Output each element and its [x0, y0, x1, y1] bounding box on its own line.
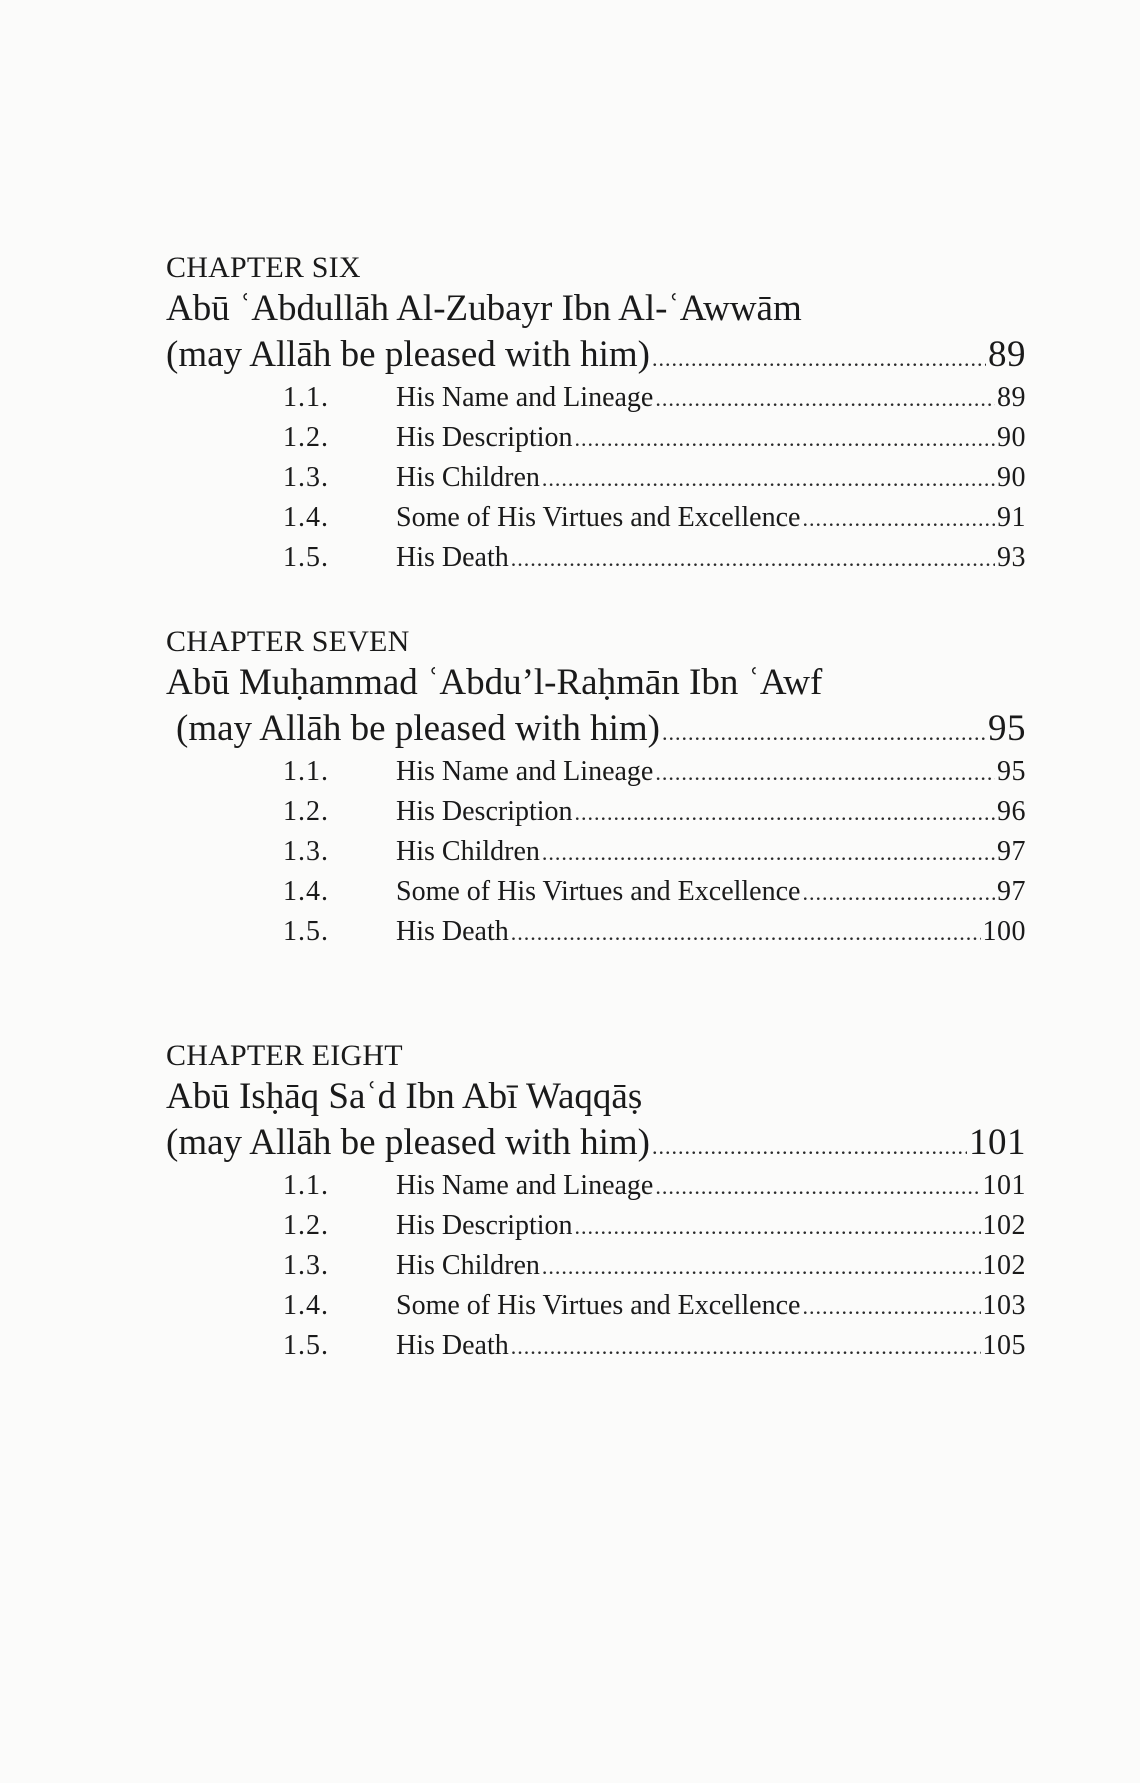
chapter-label: CHAPTER SEVEN	[166, 625, 410, 658]
dot-leader	[662, 710, 986, 756]
section-entry[interactable]	[166, 752, 1026, 792]
section-number: 1.3.	[283, 836, 329, 867]
page-number: 96	[997, 796, 1026, 827]
section-entry[interactable]	[166, 1326, 1026, 1366]
dot-leader	[652, 336, 986, 382]
section-number: 1.4.	[283, 502, 329, 533]
section-entry[interactable]	[166, 792, 1026, 832]
chapter-subtitle: (may Allāh be pleased with him)	[166, 334, 650, 375]
chapter-subtitle: (may Allāh be pleased with him)	[176, 708, 660, 749]
section-title: Some of His Virtues and Excellence	[396, 876, 801, 907]
section-entry[interactable]	[166, 538, 1026, 578]
page-number: 102	[982, 1210, 1026, 1241]
section-list	[166, 752, 1026, 952]
section-entry[interactable]	[166, 1166, 1026, 1206]
section-title: His Name and Lineage	[396, 756, 654, 787]
section-number: 1.2.	[283, 1210, 329, 1241]
section-entry[interactable]	[166, 1206, 1026, 1246]
section-number: 1.3.	[283, 462, 329, 493]
section-number: 1.5.	[283, 1330, 329, 1361]
chapter-eight	[166, 1038, 1026, 1366]
dot-leader	[802, 499, 995, 539]
section-number: 1.4.	[283, 1290, 329, 1321]
page-number: 89	[997, 382, 1026, 413]
section-number: 1.1.	[283, 1170, 329, 1201]
section-entry[interactable]	[166, 1246, 1026, 1286]
section-number: 1.5.	[283, 916, 329, 947]
page-number: 95	[997, 756, 1026, 787]
dot-leader	[511, 539, 995, 579]
page-number: 97	[997, 836, 1026, 867]
section-number: 1.3.	[283, 1250, 329, 1281]
section-title: His Description	[396, 1210, 573, 1241]
section-title: Some of His Virtues and Excellence	[396, 1290, 801, 1321]
chapter-label: CHAPTER EIGHT	[166, 1039, 403, 1072]
section-title: His Children	[396, 1250, 540, 1281]
chapter-title: Abū Isḥāq Saʿd Ibn Abī Waqqāṣ	[166, 1076, 643, 1117]
chapter-entry[interactable]	[166, 1120, 1026, 1166]
section-number: 1.4.	[283, 876, 329, 907]
page-number: 95	[988, 708, 1026, 749]
section-entry[interactable]	[166, 1286, 1026, 1326]
section-title: His Death	[396, 1330, 509, 1361]
section-entry[interactable]	[166, 458, 1026, 498]
page-number: 89	[988, 334, 1026, 375]
page-number: 101	[969, 1122, 1026, 1163]
chapter-subtitle: (may Allāh be pleased with him)	[166, 1122, 650, 1163]
dot-leader	[802, 873, 995, 913]
page-number: 90	[997, 462, 1026, 493]
page-number: 101	[982, 1170, 1026, 1201]
dot-leader	[511, 1327, 981, 1367]
chapter-entry[interactable]	[166, 332, 1026, 378]
dot-leader	[542, 1247, 981, 1287]
section-title: His Name and Lineage	[396, 1170, 654, 1201]
section-title: His Children	[396, 462, 540, 493]
section-title: His Death	[396, 542, 509, 573]
dot-leader	[575, 419, 995, 459]
dot-leader	[511, 913, 981, 953]
chapter-title: Abū ʿAbdullāh Al-Zubayr Ibn Al-ʿAwwām	[166, 288, 802, 329]
section-title: His Death	[396, 916, 509, 947]
page-number: 105	[982, 1330, 1026, 1361]
chapter-title: Abū Muḥammad ʿAbdu’l-Raḥmān Ibn ʿAwf	[166, 662, 823, 703]
dot-leader	[575, 793, 995, 833]
dot-leader	[652, 1124, 967, 1170]
page-number: 103	[982, 1290, 1026, 1321]
section-entry[interactable]	[166, 498, 1026, 538]
page-number: 100	[982, 916, 1026, 947]
page-number: 91	[997, 502, 1026, 533]
page-number: 90	[997, 422, 1026, 453]
chapter-label: CHAPTER SIX	[166, 251, 361, 284]
section-entry[interactable]	[166, 872, 1026, 912]
section-title: His Name and Lineage	[396, 382, 654, 413]
section-number: 1.1.	[283, 382, 329, 413]
dot-leader	[802, 1287, 980, 1327]
dot-leader	[655, 379, 995, 419]
page-number: 102	[982, 1250, 1026, 1281]
chapter-entry[interactable]	[166, 706, 1026, 752]
section-entry[interactable]	[166, 912, 1026, 952]
dot-leader	[542, 459, 995, 499]
section-number: 1.1.	[283, 756, 329, 787]
section-number: 1.2.	[283, 422, 329, 453]
dot-leader	[655, 1167, 980, 1207]
dot-leader	[575, 1207, 981, 1247]
section-list	[166, 1166, 1026, 1366]
section-list	[166, 378, 1026, 578]
section-number: 1.2.	[283, 796, 329, 827]
page-number: 97	[997, 876, 1026, 907]
dot-leader	[542, 833, 995, 873]
dot-leader	[655, 753, 995, 793]
chapter-seven	[166, 624, 1026, 952]
chapter-six	[166, 250, 1026, 578]
section-number: 1.5.	[283, 542, 329, 573]
section-entry[interactable]	[166, 378, 1026, 418]
section-title: Some of His Virtues and Excellence	[396, 502, 801, 533]
section-entry[interactable]	[166, 832, 1026, 872]
section-title: His Children	[396, 836, 540, 867]
section-title: His Description	[396, 796, 573, 827]
section-entry[interactable]	[166, 418, 1026, 458]
page-number: 93	[997, 542, 1026, 573]
section-title: His Description	[396, 422, 573, 453]
